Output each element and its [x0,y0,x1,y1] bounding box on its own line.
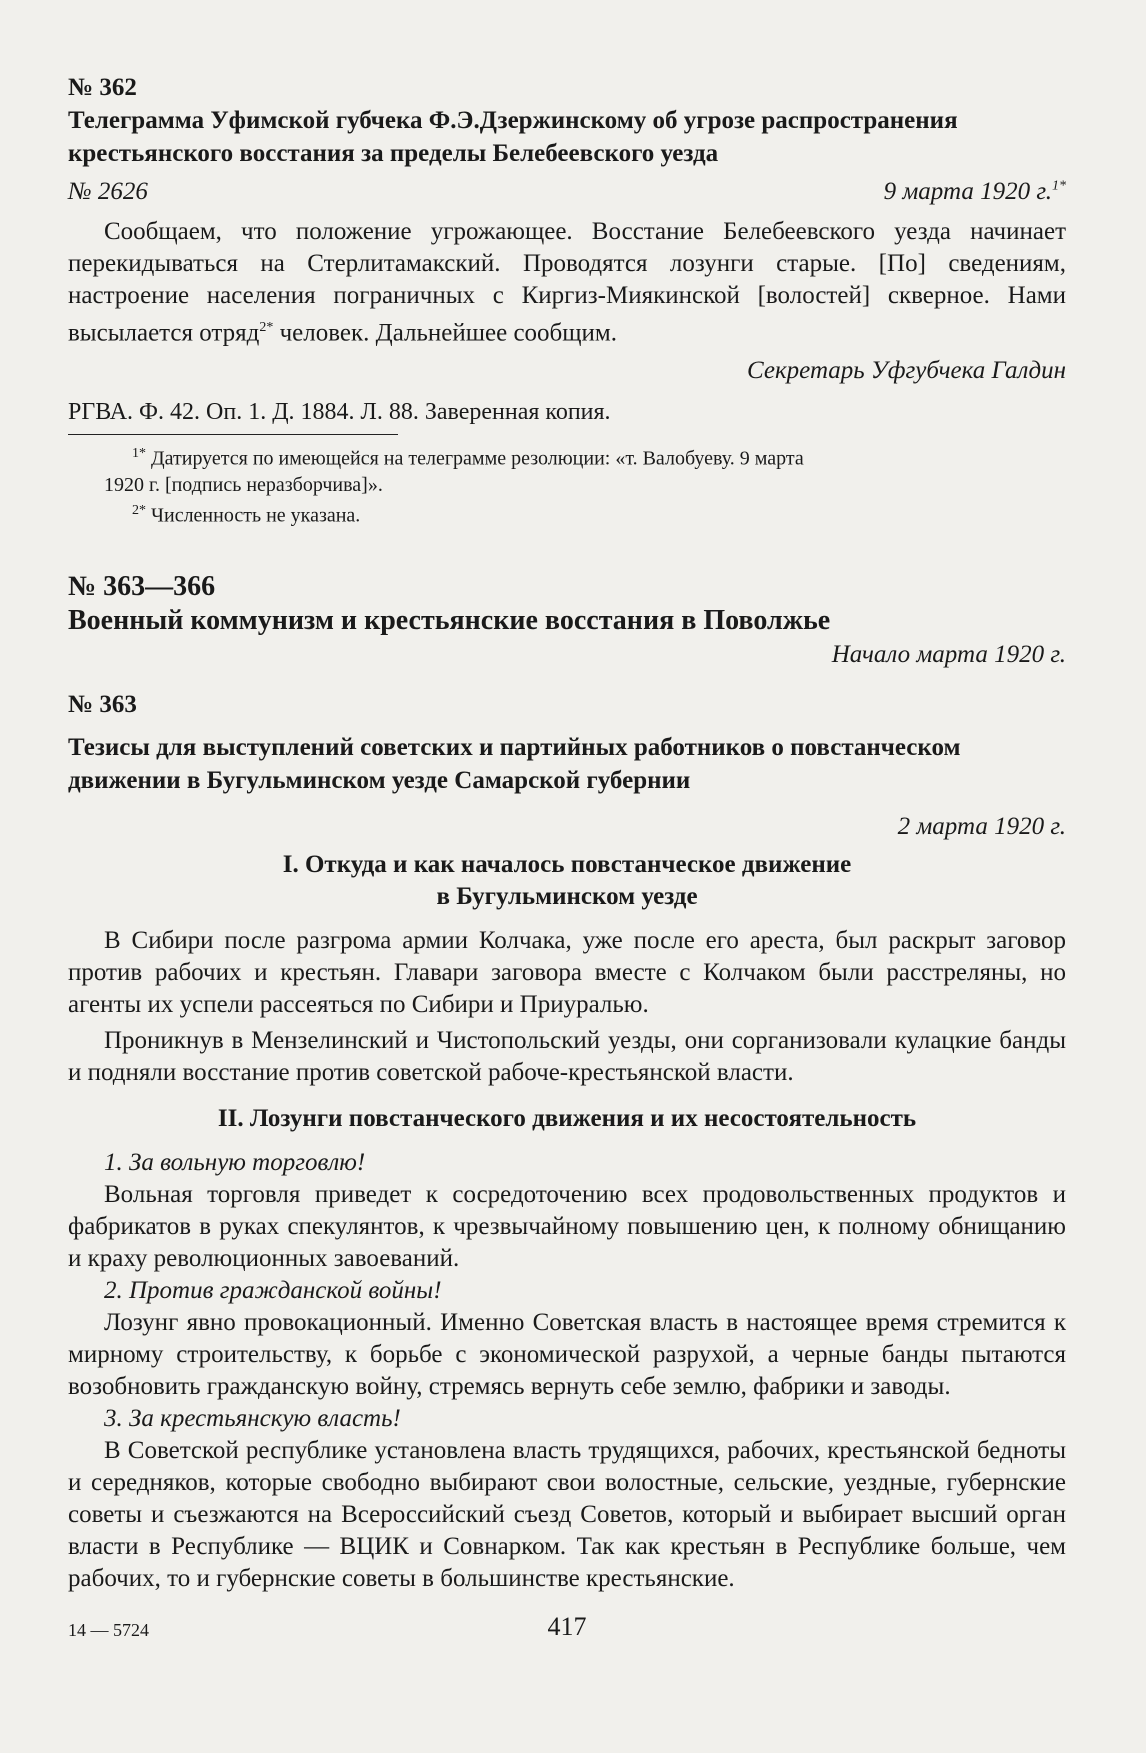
doc362-body-a: Сообщаем, что положение угрожающее. Восстание Белебеевского уезда начинает перекидываться на Стерлитамакский. Проводятся лозунги старые. [По] сведениям, настроение населения пограничных с Киргиз-Миякинской [волостей] скверное. Нами высылается отряд [68,218,1066,347]
doc362-number: № 362 [68,74,137,101]
slogan-2-heading: 2. Против гражданской войны! [104,1276,442,1304]
doc362-note1 [68,441,1066,498]
doc362-date: 9 марта 1920 г. [883,178,1052,205]
doc362-date-sup: 1* [1052,178,1066,194]
note2-text: Численность не указана. [146,504,361,527]
slogan-3-text: В Советской республике установлена власть трудящихся, рабочих, крестьянской бедноты и середняков, которые свободно выбирают свои волостные, сельские, уездные, губернские советы и съезжаются на Всероссийский съезд Советов, который и выбирает высший орган власти в Республике — ВЦИК и Совнарком. Так как крестьян в Республике больше, чем рабочих, то и губернские советы в большинстве крестьянские. [68,1436,1066,1592]
slogan-2-text: Лозунг явно провокационный. Именно Советская власть в настоящее время стремится к мирному строительству, к борьбе с экономической разрухой, а черные банды пытаются возобновить гражданскую войну, стремясь вернуть себе землю, фабрики и заводы. [68,1308,1066,1400]
doc362-source: РГВА. Ф. 42. Оп. 1. Д. 1884. Л. 88. Заверенная копия. [68,399,611,426]
slogan-1-text: Вольная торговля приведет к сосредоточению всех продовольственных продуктов и фабрикатов в руках спекулянтов, к чрезвычайному повышению цен, к полному обнищанию и краху революционных завоеваний. [68,1180,1066,1272]
doc362-ref: № 2626 [68,178,148,205]
page-number: 417 [547,1612,587,1641]
note2-mark: 2* [132,502,146,518]
doc363-date: 2 марта 1920 г. [897,812,1066,840]
section-number: № 363—366 [68,570,216,602]
note1-text: Датируется по имеющейся на телеграмме резолюции: «т. Валобуеву. 9 марта [146,447,804,470]
doc362-ref-date-row [68,178,1066,206]
doc363-paragraph-1: В Сибири после разгрома армии Колчака, уже после его ареста, был раскрыт заговор против рабочих и крестьян. Главари заговора вместе с Колчаком были расстреляны, но агенты их успели рассеяться по Сибири и Приуралью. [68,926,1066,1018]
note1-mark: 1* [132,446,146,462]
doc363-title: Тезисы для выступлений советских и партийных работников о повстанческом движении в Бугульминском уезде Самарской губернии [68,733,961,794]
doc362-body [68,216,1066,349]
footnote-divider [68,434,398,435]
note1-cont: 1920 г. [подпись неразборчива]». [104,473,383,496]
doc363-number: № 363 [68,690,137,718]
signature-mark: 14 — 5724 [68,1620,149,1640]
doc362-date-wrap [884,178,1066,206]
page-footer [68,1612,1066,1652]
doc362-title: Телеграмма Уфимской губчека Ф.Э.Дзержинскому об угрозе распространения крестьянского восстания за пределы Белебеевского уезда [68,107,958,167]
heading1-line1: I. Откуда и как началось повстанческое движение [282,850,852,878]
doc362-body-b: человек. Дальнейшее сообщим. [273,319,617,347]
doc362-body-sup: 2* [259,320,274,335]
section-date: Начало марта 1920 г. [831,640,1066,668]
heading1-line2: в Бугульминском уезде [436,882,698,910]
doc362-signature: Секретарь Уфгубчека Галдин [747,357,1066,385]
section-title: Военный коммунизм и крестьянские восстания в Поволжье [68,604,831,636]
doc362-note2 [68,498,1066,529]
slogan-3-heading: 3. За крестьянскую власть! [104,1404,401,1432]
doc363-paragraph-2: Проникнув в Мензелинский и Чистопольский уезды, они сорганизовали кулацкие банды и подняли восстание против советской рабоче-крестьянской власти. [68,1026,1066,1086]
slogan-1-heading: 1. За вольную торговлю! [104,1148,366,1176]
doc363-heading-2: II. Лозунги повстанческого движения и их несостоятельность [217,1104,917,1132]
doc363-heading-1 [68,849,1066,913]
